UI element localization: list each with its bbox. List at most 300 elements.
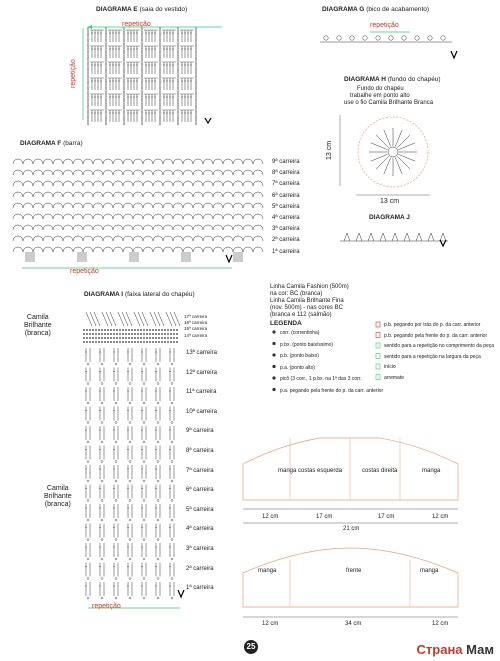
piece-label: manga <box>278 468 297 474</box>
dense-stitch <box>176 337 178 339</box>
dense-stitch <box>128 333 130 335</box>
dense-stitch <box>95 337 97 339</box>
chain-stitch <box>195 106 197 108</box>
chain-stitch <box>159 34 161 36</box>
chain-stitch <box>141 85 143 87</box>
row-label: 6ª carreira <box>272 192 300 199</box>
scallop-arc <box>63 225 73 230</box>
dense-stitch <box>104 333 106 335</box>
diagram-i-side-bottom: Camila Brilhante (branca) <box>44 485 72 509</box>
chain-stitch <box>159 53 161 55</box>
legend-symbol <box>272 353 275 356</box>
scallop-arc <box>213 192 223 197</box>
chain-stitch <box>141 92 143 94</box>
chain-stitch <box>143 363 145 365</box>
scallop-arc <box>193 181 203 186</box>
chain-stitch <box>129 578 131 580</box>
chain-stitch <box>87 422 89 424</box>
scallop-arc <box>153 192 163 197</box>
dense-stitch <box>104 341 106 343</box>
scallop-arc <box>43 203 53 208</box>
chain-stitch <box>141 94 143 96</box>
scallop-arc <box>123 225 133 230</box>
picot-stitch <box>376 36 380 40</box>
dense-stitch <box>161 337 163 339</box>
piece-label: manga <box>420 568 439 574</box>
scallop-arc <box>163 214 173 219</box>
scallop-arc <box>53 170 63 175</box>
dimension-label: 17 cm <box>378 514 395 520</box>
chain-stitch <box>123 56 125 58</box>
scallop-arc <box>193 236 203 241</box>
chain-stitch <box>143 539 145 541</box>
scallop-arc <box>33 236 43 241</box>
row-label: 13ª carreira <box>186 350 217 356</box>
chain-stitch <box>159 94 161 96</box>
dimension-label: 12 cm <box>262 514 279 520</box>
chain-stitch <box>87 44 89 46</box>
chain-stitch <box>177 118 179 120</box>
chain-stitch <box>115 539 117 541</box>
scallop-arc <box>23 225 33 230</box>
chain-stitch <box>141 111 143 113</box>
chain-stitch <box>123 92 125 94</box>
dense-stitch <box>134 333 136 335</box>
chain-stitch <box>87 51 89 53</box>
chain-stitch <box>105 68 107 70</box>
chain-stitch <box>87 116 89 118</box>
scallop-arc <box>153 181 163 186</box>
row-label: 15ª carreira <box>184 326 208 332</box>
scallop-arc <box>253 247 263 252</box>
chain-stitch <box>105 85 107 87</box>
scallop-arc <box>63 159 73 164</box>
chain-stitch <box>101 461 103 463</box>
dense-stitch <box>119 329 121 331</box>
chain-stitch <box>195 87 197 89</box>
scallop-arc <box>53 203 63 208</box>
scallop-arc <box>133 247 143 252</box>
chain-stitch <box>87 113 89 115</box>
chain-stitch <box>177 49 179 51</box>
dimension-label: 21 cm <box>343 526 360 532</box>
chain-stitch <box>115 383 117 385</box>
chain-stitch <box>123 82 125 84</box>
scallop-arc <box>143 192 153 197</box>
chain-stitch <box>159 56 161 58</box>
scallop-arc <box>43 170 53 175</box>
chain-stitch <box>171 363 173 365</box>
scallop-arc <box>23 214 33 219</box>
chain-stitch <box>159 73 161 75</box>
chain-stitch <box>157 441 159 443</box>
diagram-g-repeat-label: repetição <box>370 22 399 29</box>
scallop-arc <box>173 159 183 164</box>
dense-stitch <box>125 333 127 335</box>
scallop-arc <box>73 236 83 241</box>
scallop-arc <box>83 181 93 186</box>
peak-stitch <box>368 233 374 241</box>
chain-stitch <box>87 461 89 463</box>
chain-stitch <box>141 87 143 89</box>
dense-stitch <box>143 329 145 331</box>
legend-symbol <box>376 322 380 327</box>
picot-stitch <box>415 36 419 40</box>
scallop-arc <box>13 236 23 241</box>
scallop-arc <box>33 192 43 197</box>
piece-label: costas direita <box>362 468 398 474</box>
chain-stitch <box>141 44 143 46</box>
dense-stitch <box>119 341 121 343</box>
diagram-i-side-top: Camila Brilhante (branca) <box>24 314 52 338</box>
chain-stitch <box>105 39 107 41</box>
chain-stitch <box>123 113 125 115</box>
dense-stitch <box>134 341 136 343</box>
chain-stitch <box>87 70 89 72</box>
dense-stitch <box>176 341 178 343</box>
chain-stitch <box>141 58 143 60</box>
scallop-arc <box>153 214 163 219</box>
repeat-arrow <box>88 25 92 29</box>
scallop-arc <box>13 170 23 175</box>
chain-stitch <box>87 82 89 84</box>
dense-stitch <box>173 329 175 331</box>
scallop-arc <box>113 247 123 252</box>
row-label: 3ª carreira <box>186 546 214 552</box>
diagram-f-repeat-label: repetição <box>70 268 99 275</box>
scallop-arc <box>83 247 93 252</box>
chain-stitch <box>105 32 107 34</box>
peak-stitch <box>380 233 386 241</box>
scallop-arc <box>93 192 103 197</box>
chain-stitch <box>105 73 107 75</box>
scallop-arc <box>233 159 243 164</box>
scallop-arc <box>193 203 203 208</box>
scallop-arc <box>93 159 103 164</box>
chain-stitch <box>141 116 143 118</box>
chain-stitch <box>177 70 179 72</box>
scallop-arc <box>13 192 23 197</box>
dense-stitch <box>161 329 163 331</box>
diagram-f-title: DIAGRAMA F (barra) <box>20 140 83 147</box>
chain-stitch <box>195 65 197 67</box>
picot-stitch <box>363 36 367 40</box>
scallop-arc <box>83 225 93 230</box>
chain-stitch <box>177 37 179 39</box>
dense-stitch <box>107 341 109 343</box>
chain-stitch <box>195 44 197 46</box>
chain-stitch <box>177 77 179 79</box>
scallop-arc <box>213 181 223 186</box>
row-label: 7ª carreira <box>186 467 214 474</box>
chain-stitch <box>87 63 89 65</box>
chain-stitch <box>87 37 89 39</box>
start-arrow <box>226 255 232 262</box>
legend-item: arremate <box>384 374 405 381</box>
scallop-arc <box>113 203 123 208</box>
chain-stitch <box>87 68 89 70</box>
dense-stitch <box>155 337 157 339</box>
chain-stitch <box>141 34 143 36</box>
legend-title: LEGENDA <box>270 320 302 327</box>
chain-stitch <box>159 116 161 118</box>
legend-symbol <box>272 365 275 368</box>
chain-stitch <box>141 104 143 106</box>
dense-stitch <box>170 337 172 339</box>
chain-stitch <box>115 519 117 521</box>
scallop-arc <box>33 225 43 230</box>
chain-stitch <box>177 116 179 118</box>
chain-stitch <box>195 92 197 94</box>
chain-stitch <box>101 500 103 502</box>
chain-stitch <box>123 99 125 101</box>
chain-stitch <box>141 82 143 84</box>
scallop-arc <box>23 203 33 208</box>
dense-stitch <box>83 337 85 339</box>
dense-stitch <box>98 329 100 331</box>
dense-stitch <box>155 329 157 331</box>
chain-stitch <box>87 104 89 106</box>
chain-stitch <box>177 101 179 103</box>
scallop-arc <box>73 214 83 219</box>
chain-stitch <box>157 558 159 560</box>
legend-item: sentido para a repetição na largura da peça <box>384 353 481 360</box>
scallop-arc <box>93 203 103 208</box>
scallop-arc <box>233 236 243 241</box>
scallop-arc <box>23 247 33 252</box>
dense-stitch <box>140 329 142 331</box>
chain-stitch <box>141 123 143 125</box>
page-number: 25 <box>244 640 258 654</box>
scallop-arc <box>183 159 193 164</box>
dense-stitch <box>158 341 160 343</box>
scallop-arc <box>43 225 53 230</box>
scallop-arc <box>103 181 113 186</box>
chain-stitch <box>87 111 89 113</box>
scallop-arc <box>233 247 243 252</box>
chain-stitch <box>129 441 131 443</box>
scallop-arc <box>203 192 213 197</box>
scallop-arc <box>43 247 53 252</box>
legend-item: p.b. (ponto baixo) <box>280 353 319 359</box>
dense-stitch <box>152 341 154 343</box>
chain-stitch <box>177 46 179 48</box>
peak-stitch <box>404 233 410 241</box>
chain-stitch <box>171 441 173 443</box>
chain-stitch <box>141 73 143 75</box>
scallop-arc <box>253 236 263 241</box>
legend-symbol <box>376 354 380 359</box>
chain-stitch <box>141 37 143 39</box>
chain-stitch <box>87 402 89 404</box>
chain-stitch <box>159 29 161 31</box>
chain-stitch <box>177 32 179 34</box>
peak-stitch <box>356 233 362 241</box>
scallop-arc <box>83 236 93 241</box>
scallop-arc <box>253 159 263 164</box>
chain-stitch <box>87 441 89 443</box>
chain-stitch <box>171 461 173 463</box>
scallop-arc <box>243 203 253 208</box>
row-label: 1ª carreira <box>186 585 214 592</box>
scallop-arc <box>103 170 113 175</box>
chain-stitch <box>123 85 125 87</box>
scallop-arc <box>173 192 183 197</box>
scallop-arc <box>83 159 93 164</box>
row-label: 14ª carreira <box>184 332 208 338</box>
row-label: 11ª carreira <box>186 389 217 396</box>
scallop-arc <box>13 247 23 252</box>
chain-stitch <box>143 480 145 482</box>
dense-stitch <box>149 333 151 335</box>
dense-stitch <box>140 341 142 343</box>
chain-stitch <box>141 68 143 70</box>
dense-stitch <box>149 337 151 339</box>
scallop-arc <box>253 181 263 186</box>
chain-stitch <box>105 65 107 67</box>
chain-stitch <box>141 106 143 108</box>
dense-stitch <box>167 333 169 335</box>
start-arrow <box>205 118 211 123</box>
chain-stitch <box>87 94 89 96</box>
chain-stitch <box>195 104 197 106</box>
dense-stitch <box>98 333 100 335</box>
peak-stitch <box>392 233 398 241</box>
peak-stitch <box>428 233 434 241</box>
chain-stitch <box>159 118 161 120</box>
scallop-arc <box>33 181 43 186</box>
chain-stitch <box>123 49 125 51</box>
chain-stitch <box>87 97 89 99</box>
chain-stitch <box>123 70 125 72</box>
scallop-arc <box>83 170 93 175</box>
chain-stitch <box>195 53 197 55</box>
chain-stitch <box>159 75 161 77</box>
scallop-arc <box>133 181 143 186</box>
dense-stitch <box>98 337 100 339</box>
scallop-arc <box>153 236 163 241</box>
scallop-arc <box>73 203 83 208</box>
scallop-arc <box>223 236 233 241</box>
chain-stitch <box>195 46 197 48</box>
legend-item: picô (3 corr., 1 p.bx. na 1ª das 3 corr. <box>280 376 362 382</box>
row-label: 6ª carreira <box>186 487 214 494</box>
scallop-arc <box>73 159 83 164</box>
scallop-arc <box>43 181 53 186</box>
legend-symbol <box>272 342 275 345</box>
scallop-arc <box>83 214 93 219</box>
chain-stitch <box>105 63 107 65</box>
chain-stitch <box>87 65 89 67</box>
scallop-arc <box>193 192 203 197</box>
chain-stitch <box>157 578 159 580</box>
chain-stitch <box>123 77 125 79</box>
chain-stitch <box>87 109 89 111</box>
chain-stitch <box>195 63 197 65</box>
scallop-arc <box>243 170 253 175</box>
dense-stitch <box>131 329 133 331</box>
dense-stitch <box>119 337 121 339</box>
scallop-arc <box>253 192 263 197</box>
scallop-arc <box>173 225 183 230</box>
scallop-arc <box>233 181 243 186</box>
chain-stitch <box>87 101 89 103</box>
chain-stitch <box>195 75 197 77</box>
scallop-arc <box>163 203 173 208</box>
scallop-arc <box>173 181 183 186</box>
chain-stitch <box>195 37 197 39</box>
scallop-arc <box>53 181 63 186</box>
chain-stitch <box>157 480 159 482</box>
chain-stitch <box>101 363 103 365</box>
chain-stitch <box>87 56 89 58</box>
dense-stitch <box>95 341 97 343</box>
scallop-arc <box>53 247 63 252</box>
chain-stitch <box>171 402 173 404</box>
chain-stitch <box>195 121 197 123</box>
chain-stitch <box>87 121 89 123</box>
dense-stitch <box>125 337 127 339</box>
scallop-arc <box>143 170 153 175</box>
scallop-arc <box>93 236 103 241</box>
chain-stitch <box>159 70 161 72</box>
chain-stitch <box>141 113 143 115</box>
scallop-arc <box>243 236 253 241</box>
chain-stitch <box>177 75 179 77</box>
dense-stitch <box>101 333 103 335</box>
chain-stitch <box>105 89 107 91</box>
dense-stitch <box>158 329 160 331</box>
scallop-arc <box>203 247 213 252</box>
chain-stitch <box>87 34 89 36</box>
chain-stitch <box>123 121 125 123</box>
watermark-logo: Страна Мам <box>416 642 494 657</box>
chain-stitch <box>171 597 173 599</box>
chain-stitch <box>101 441 103 443</box>
scallop-arc <box>23 159 33 164</box>
chain-stitch <box>87 106 89 108</box>
scallop-arc <box>63 203 73 208</box>
chain-stitch <box>195 29 197 31</box>
chain-stitch <box>115 558 117 560</box>
chain-stitch <box>177 58 179 60</box>
diagram-g-title: DIAGRAMA G (bico de acabamento) <box>322 6 430 13</box>
chain-stitch <box>87 32 89 34</box>
chain-stitch <box>129 539 131 541</box>
dense-stitch <box>83 329 85 331</box>
scallop-arc <box>163 236 173 241</box>
chain-stitch <box>177 123 179 125</box>
scallop-arc <box>83 192 93 197</box>
chain-stitch <box>177 121 179 123</box>
chain-stitch <box>157 461 159 463</box>
chain-stitch <box>195 73 197 75</box>
chain-stitch <box>177 56 179 58</box>
chain-stitch <box>177 82 179 84</box>
dense-stitch <box>116 341 118 343</box>
chain-stitch <box>195 85 197 87</box>
chain-stitch <box>159 37 161 39</box>
scallop-arc <box>213 236 223 241</box>
piece-label: costas esquerda <box>298 468 343 474</box>
chain-stitch <box>123 53 125 55</box>
chain-stitch <box>105 41 107 43</box>
chain-stitch <box>159 82 161 84</box>
chain-stitch <box>87 77 89 79</box>
dense-stitch <box>155 341 157 343</box>
chain-stitch <box>105 111 107 113</box>
chain-stitch <box>195 80 197 82</box>
